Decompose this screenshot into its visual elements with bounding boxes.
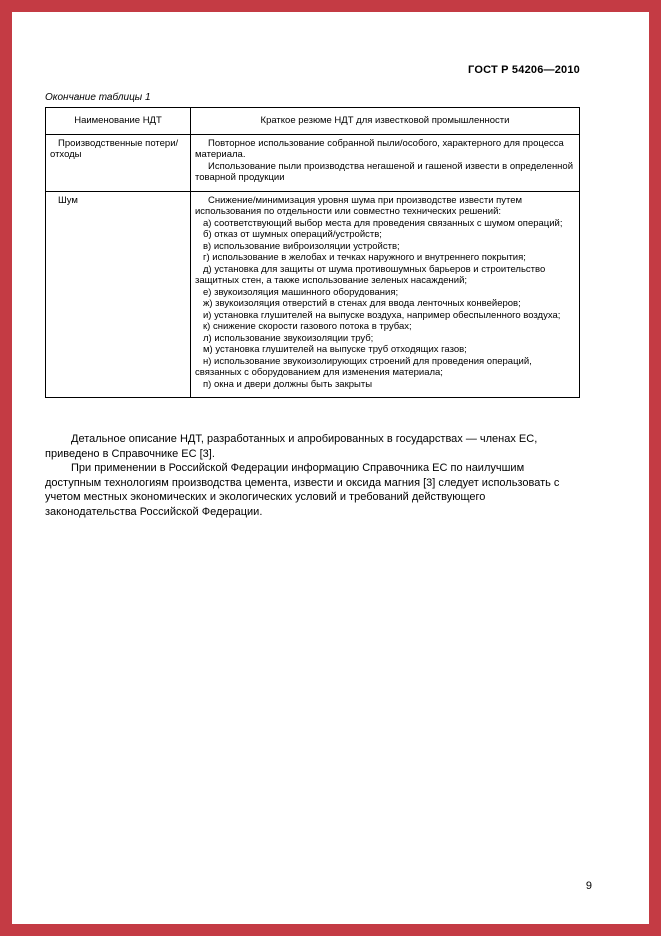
noise-item-g: г) использование в желобах и течках наружного и внутреннего покрытия; <box>203 252 526 263</box>
cell-noise-summary <box>191 191 580 398</box>
noise-item-k: к) снижение скорости газового потока в трубах; <box>203 321 412 332</box>
column-header-name: Наименование НДТ <box>46 108 191 135</box>
column-header-summary: Краткое резюме НДТ для известковой промышленности <box>191 108 580 135</box>
body-text-block <box>45 432 580 519</box>
table-row-noise <box>46 191 580 398</box>
body-paragraph-2: При применении в Российской Федерации информацию Справочника ЕС по наилучшим доступным технологиям производства цемента, извести и оксида магния [3] следует использовать с учетом местных экономических и экологических условий и требований действующего законодательства Российской Федерации. <box>45 462 560 518</box>
noise-item-e: е) звукоизоляция машинного оборудования; <box>203 286 399 298</box>
cell-losses-name <box>46 134 191 191</box>
losses-paragraph-2: Использование пыли производства негашеной и гашеной извести в определенной товарной продукции <box>195 160 574 183</box>
page-number: 9 <box>585 880 592 892</box>
body-paragraph-1: Детальное описание НДТ, разработанных и апробированных в государствах — членах ЕС, приведено в Справочнике ЕС [3]. <box>45 433 538 460</box>
table-header <box>46 108 580 135</box>
noise-item-a: а) соответствующий выбор места для проведения связанных с шумом операций; <box>203 217 563 229</box>
document-page <box>12 12 649 924</box>
losses-name-text: Производственные потери/отходы <box>50 137 179 160</box>
noise-item-b: б) отказ от шумных операций/устройств; <box>203 229 382 240</box>
noise-name-text: Шум <box>58 194 78 206</box>
page-content <box>45 64 580 519</box>
doc-number-header: ГОСТ Р 54206—2010 <box>468 64 580 76</box>
table-row-losses <box>46 134 580 191</box>
noise-item-zh: ж) звукоизоляция отверстий в стенах для ввода ленточных конвейеров; <box>203 298 521 309</box>
noise-item-m: м) установка глушителей на выпуске труб отходящих газов; <box>203 344 467 355</box>
noise-item-d: д) установка для защиты от шума противошумных барьеров и строительство защитных стен, а также использование зеленых насаждений; <box>195 263 546 286</box>
ndt-table <box>45 107 580 398</box>
noise-intro: Снижение/минимизация уровня шума при производстве извести путем использования по отдельности или совместно технических решений: <box>195 194 523 217</box>
noise-item-n: н) использование звукоизолирующих строений для проведения операций, связанных с оборудованием для изменения материала; <box>195 355 532 378</box>
cell-losses-summary <box>191 134 580 191</box>
noise-item-l: л) использование звукоизоляции труб; <box>203 332 374 344</box>
table-caption: Окончание таблицы 1 <box>45 92 151 103</box>
noise-item-i: и) установка глушителей на выпуске воздуха, например обеспыленного воздуха; <box>203 309 561 321</box>
cell-noise-name <box>46 191 191 398</box>
losses-paragraph-1: Повторное использование собранной пыли/особого, характерного для процесса материала. <box>195 137 564 160</box>
noise-item-v: в) использование виброизоляции устройств; <box>203 240 400 252</box>
noise-item-p: п) окна и двери должны быть закрыты <box>203 378 373 390</box>
